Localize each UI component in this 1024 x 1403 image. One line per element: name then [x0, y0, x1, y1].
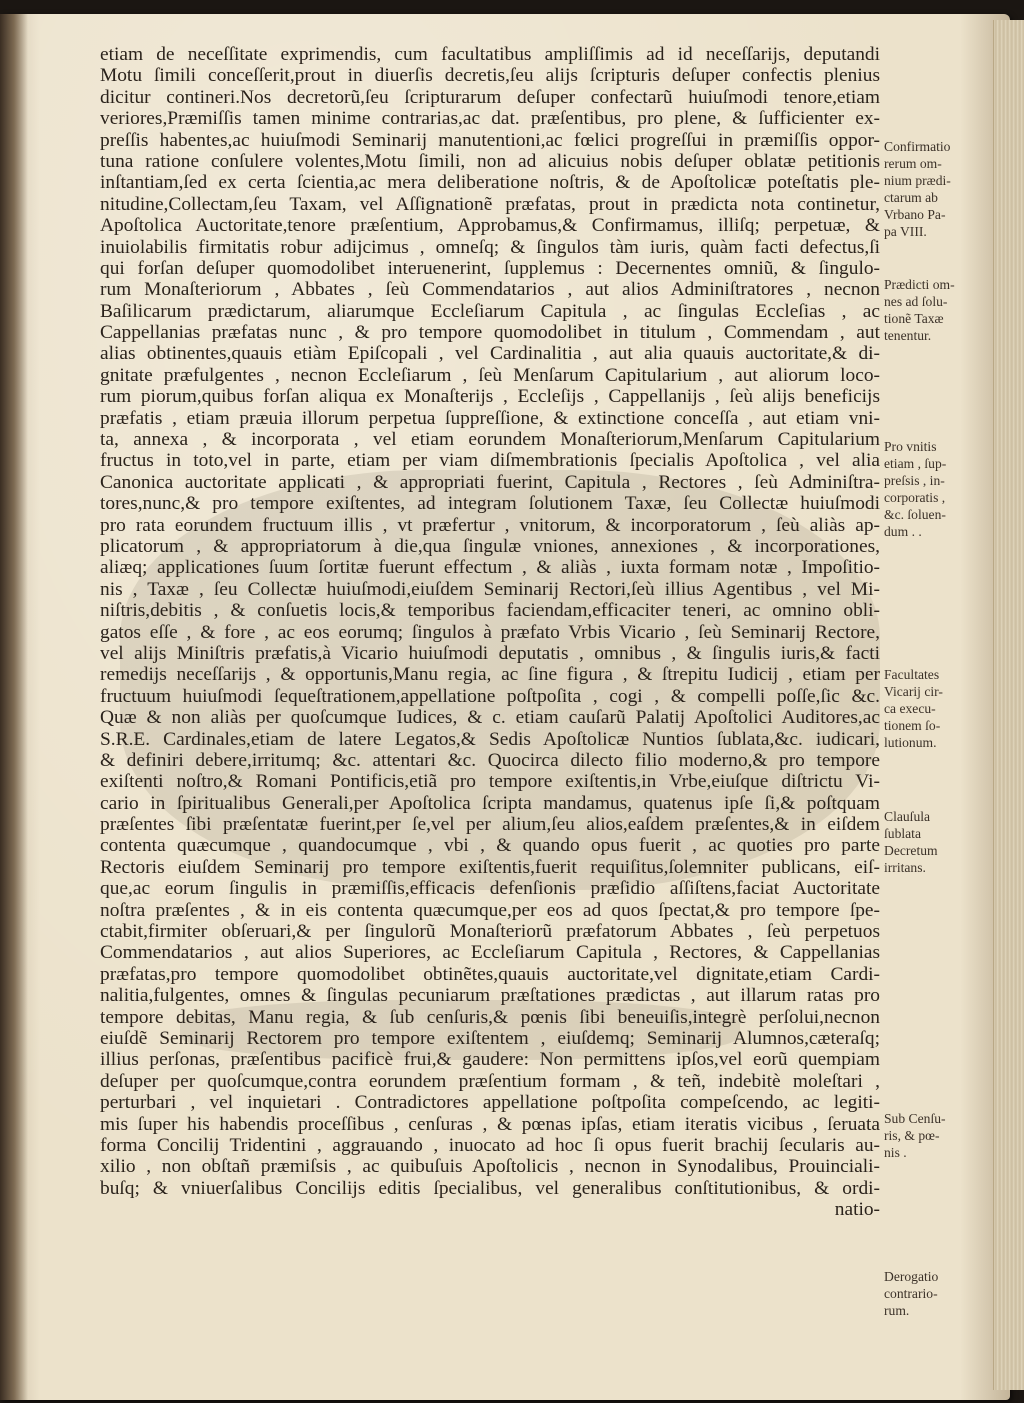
margin-note-line: lutionum.: [884, 735, 937, 750]
margin-note-line: &c. ſoluen-: [884, 507, 946, 522]
page-edge: [993, 20, 1024, 1390]
text-line: preſſis habentes,ac huiuſmodi Seminarij manutentioni,ac fœlici progreſſui in præmiſſis oppor-: [100, 129, 880, 151]
margin-note-line: ris, & pœ-: [884, 1128, 940, 1143]
text-line: qui forſan deſuper quomodolibet interuenerint, ſupplemus : Decernentes omniũ, & ſingulo-: [100, 257, 880, 279]
text-line: nis , Taxæ , ſeu Collectæ huiuſmodi,eiuſdem Seminarij Rectori,ſeù illius Agentibus , vel Mi-: [100, 578, 880, 600]
text-line: remedijs neceſſarijs , & opportunis,Manu regia, ac ſine figura , & ſtrepitu Iudicij , etiam per: [100, 664, 880, 686]
text-line: natio-: [834, 1199, 880, 1221]
margin-note-line: tenentur.: [884, 328, 932, 343]
text-line: rum piorum,quibus forſan aliqua ex Monaſterijs , Eccleſijs , Cappellanijs , ſeù alijs beneficijs: [100, 386, 880, 408]
text-line: mis ſuper his habendis proceſſibus , cenſuras , & pœnas ipſas, etiam iteratis vicibus , ſeruata: [100, 1113, 880, 1135]
text-line: aliæq; applicationes ſuum ſortitæ fuerunt effectum , & aliàs , iuxta formam notæ , Impoſitio-: [100, 557, 880, 579]
margin-note-line: Confirmatio: [884, 139, 951, 154]
margin-note-line: ſublata: [884, 826, 921, 841]
text-line: alias obtinentes,quauis etiàm Epiſcopali , vel Cardinalitia , aut alia quauis auctoritate,& di-: [100, 343, 880, 365]
margin-note-line: etiam , ſup-: [884, 456, 947, 471]
text-line: tores,nunc,& pro tempore exiſtentes, ad integram ſolutionem Taxæ, ſeu Collectæ huiuſmodi: [100, 493, 880, 515]
text-line: Cappellanias præfatas nunc , & pro tempore quomodolibet in titulum , Commendam , aut: [100, 322, 880, 344]
margin-note-line: ca execu-: [884, 701, 936, 716]
margin-note-pro-vnitis: [884, 438, 984, 540]
text-line: Rectoris eiuſdem Seminarij pro tempore exiſtentis,fuerit requiſitus,ſolemniter publicans, eiſ-: [100, 856, 880, 878]
margin-note-line: tionem ſo-: [884, 718, 941, 733]
margin-note-line: Decretum: [884, 843, 938, 858]
text-line: gatos eſſe , & fore , ac eos eorumq; ſingulos à præfato Vrbis Vicario , ſeù Seminarij Rectore,: [100, 621, 880, 643]
margin-note-derogatio: [884, 1268, 984, 1319]
text-line: tempore debitas, Manu regia, & ſub cenſuris,& pœnis ſibi beneuiſis,integrè perſolui,necnon: [100, 1006, 880, 1028]
text-line: buſq; & vniuerſalibus Concilijs editis ſpecialibus, vel generalibus conſtitutionibus, & ordi-: [100, 1177, 880, 1199]
text-line: illius perſonas, præſentibus pacificè frui,& gaudere: Non permittens ipſos,vel eorũ quempiam: [100, 1049, 880, 1071]
margin-note-line: rum.: [884, 1303, 910, 1318]
margin-note-line: dum . .: [884, 524, 922, 539]
text-line: nitudine,Collectam,ſeu Taxam, vel Aſſignationẽ præfatas, prout in prædicta nota continetur,: [100, 193, 880, 215]
text-line: pro rata eorundem fructuum illis , vt præfertur , vnitorum, & incorporatorum , ſeù aliàs ap-: [100, 514, 880, 536]
text-line: plicatorum , & appropriatorum à die,qua ſingulæ vniones, annexiones , & incorporationes,: [100, 535, 880, 557]
text-line: nalitia,fulgentes, omnes & ſingulas pecuniarum præſtationes prædictas , aut illarum ratas pro: [100, 985, 880, 1007]
text-line: eiuſdẽ Seminarij Rectorem pro tempore exiſtentem , eiuſdemq; Seminarij Alumnos,cæteraſq;: [100, 1027, 880, 1049]
text-line: veriores,Præmiſſis tamen minime contrarias,ac dat. præſentibus, pro plene, & ſufficienter ex-: [100, 108, 880, 130]
text-line: ta, annexa , & incorporata , vel etiam eorundem Monaſteriorum,Menſarum Capitularium: [100, 429, 880, 451]
margin-note-line: tionẽ Taxæ: [884, 311, 944, 326]
text-line: cario in ſpiritualibus Generali,per Apoſtolica ſcripta mandamus, quatenus ipſe ſi,& poſtquam: [100, 792, 880, 814]
margin-note-line: pa VIII.: [884, 224, 927, 239]
text-line: fructuum huiuſmodi ſequeſtrationem,appellatione poſtpoſita , cogi , & compelli poſſe,ſic &c.: [100, 685, 880, 707]
text-line: præfatas,pro tempore quomodolibet obtinẽtes,quauis auctoritate,vel dignitate,etiam Cardi-: [100, 963, 880, 985]
text-line: vel alijs Miniſtris præfatis,à Vicario huiuſmodi deputatis , omnibus , & ſingulis iuris,& facti: [100, 642, 880, 664]
margin-note-line: nes ad ſolu-: [884, 294, 948, 309]
text-line: fructus in toto,vel in parte, etiam per viam diſmembrationis ſpecialis Apoſtolica , vel alia: [100, 450, 880, 472]
margin-note-clausula: [884, 808, 984, 876]
main-text-block: [100, 44, 880, 1220]
margin-note-line: Vicarij cir-: [884, 684, 943, 699]
text-line: contenta quæcumque , quandocumque , vbi , & quando opus fuerit , ac quoties pro parte: [100, 835, 880, 857]
text-line: forma Concilij Tridentini , aggrauando , inuocato ad hoc ſi opus fuerit brachij ſecularis au-: [100, 1134, 880, 1156]
text-line: præfatis , etiam præuia illorum perpetua ſuppreſſione, & extinctione conceſſa , aut etiam vni-: [100, 407, 880, 429]
text-line: præſentes ſibi præſentatæ fuerint,per ſe,vel per alium,ſeu alios,eaſdem præſentes,& in eiſdem: [100, 814, 880, 836]
margin-note-line: Pro vnitis: [884, 439, 937, 454]
book-gutter: [0, 14, 28, 1400]
margin-note-praedicti: [884, 276, 984, 344]
text-line: etiam de neceſſitate exprimendis, cum facultatibus ampliſſimis ad id neceſſarijs, deputandi: [100, 44, 880, 65]
margin-note-line: Facultates: [884, 667, 940, 682]
text-line: Baſilicarum prædictarum, aliarumque Eccleſiarum Capitula , ac ſingulas Eccleſias , ac: [100, 300, 880, 322]
text-line: niſtris,debitis , & conſuetis locis,& temporibus faciendam,efficaciter teneri, ac omnino obli-: [100, 600, 880, 622]
text-line: gnitate præfulgentes , necnon Eccleſiarum , ſeù Menſarum Capitularium , aut aliorum loco-: [100, 364, 880, 386]
text-line: que,ac eorum ſingulis in præmiſſis,efficacis defenſionis præſidio aſſiſtens,faciat Auctoritate: [100, 878, 880, 900]
text-line: S.R.E. Cardinales,etiam de latere Legatos,& Sedis Apoſtolicæ Nuntios ſublata,&c. iudicari,: [100, 728, 880, 750]
text-line: perturbari , vel inquietari . Contradictores appellatione poſtpoſita compeſcendo, ac legiti-: [100, 1092, 880, 1114]
margin-note-line: irritans.: [884, 860, 926, 875]
margin-note-line: Prædicti om-: [884, 277, 955, 292]
text-line: Canonica auctoritate applicati , & appropriati fuerint, Capitula , Rectores , ſeù Adminiſtra-: [100, 471, 880, 493]
margin-note-line: corporatis ,: [884, 490, 946, 505]
margin-note-line: Sub Cenſu-: [884, 1111, 946, 1126]
margin-note-line: ctarum ab: [884, 190, 938, 205]
margin-note-line: nis .: [884, 1145, 907, 1160]
text-line: Quæ & non aliàs per quoſcumque Iudices, & c. etiam cauſarũ Palatij Apoſtolici Auditores,ac: [100, 707, 880, 729]
margin-note-sub-censuris: [884, 1110, 984, 1161]
text-line: noſtra præſentes , & in eis contenta quæcumque,per eos ad quos ſpectat,& pro tempore ſpe-: [100, 899, 880, 921]
text-line: deſuper per quoſcumque,contra eorundem præſentium formam , & teñ, indebitè moleſtari ,: [100, 1070, 880, 1092]
text-line: ctabit,firmiter obſeruari,& per ſingulorũ Monaſteriorũ præfatorum Abbates , ſeù perpetuos: [100, 921, 880, 943]
text-line: inuiolabilis firmitatis robur adijcimus , omneſq; & ſingulos tàm iuris, quàm facti defectus,ſi: [100, 236, 880, 258]
text-line: tuna ratione conſulere volentes,Motu ſimili, non ad alicuius nobis deſuper oblatæ petitionis: [100, 150, 880, 172]
text-line: Commendatarios , aut alios Superiores, ac Eccleſiarum Capitula , Rectores, & Cappellanias: [100, 942, 880, 964]
text-line: dicitur contineri.Nos decretorũ,ſeu ſcripturarum deſuper confectarũ huiuſmodi tenore,etiam: [100, 86, 880, 108]
text-line: exiſtenti noſtro,& Romani Pontificis,etiã pro tempore exiſtentis,in Vrbe,eiuſque diſtrictu Vi-: [100, 771, 880, 793]
text-line: inſtantiam,ſed ex certa ſcientia,ac mera deliberatione noſtris, & de Apoſtolicæ poteſtatis ple-: [100, 172, 880, 194]
text-line: Motu ſimili conceſſerit,prout in diuerſis decretis,ſeu alijs ſcripturis deſuper confectis plenius: [100, 65, 880, 87]
margin-note-confirmatio: [884, 138, 984, 240]
margin-note-line: preſsis , in-: [884, 473, 945, 488]
margin-note-line: rerum om-: [884, 156, 942, 171]
text-line: rum Monaſteriorum , Abbates , ſeù Commendatarios , aut alios Adminiſtratores , necnon: [100, 279, 880, 301]
text-line: xilio , non obſtañ præmiſsis , ac quibuſuis Apoſtolicis , necnon in Synodalibus, Prouinciali-: [100, 1156, 880, 1178]
margin-note-line: Derogatio: [884, 1269, 939, 1284]
margin-note-line: Clauſula: [884, 809, 931, 824]
margin-note-line: contrario-: [884, 1286, 938, 1301]
margin-note-facultates: [884, 666, 984, 751]
margin-note-line: Vrbano Pa-: [884, 207, 946, 222]
text-line: & definiri debere,irritumq; &c. attentari &c. Quocirca dilecto filio moderno,& pro tempore: [100, 749, 880, 771]
margin-note-line: nium prædi-: [884, 173, 951, 188]
text-line: Apoſtolica Auctoritate,tenore præſentium, Approbamus,& Confirmamus, illiſq; perpetuæ, &: [100, 215, 880, 237]
